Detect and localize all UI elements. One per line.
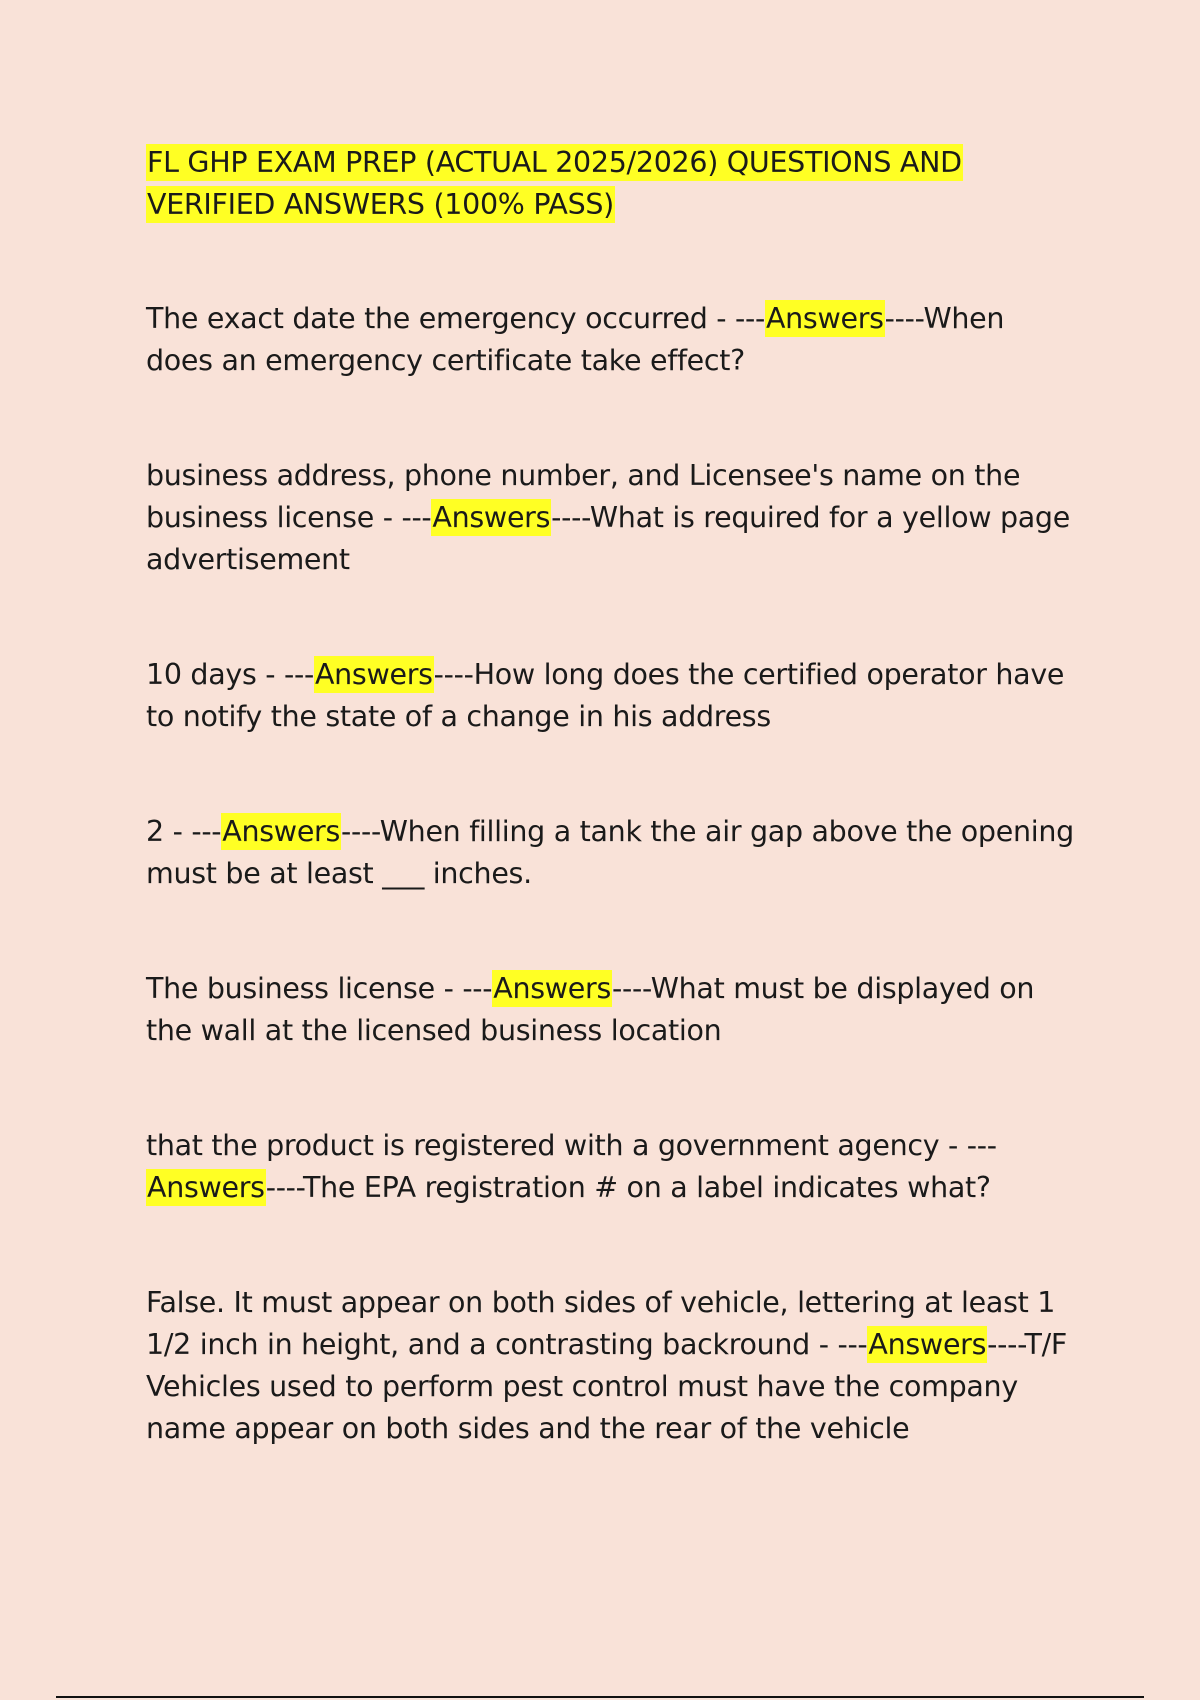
answers-marker: Answers — [432, 501, 551, 534]
title-highlight: FL GHP EXAM PREP (ACTUAL 2025/2026) QUESTIONS AND VERIFIED ANSWERS (100% PASS) — [147, 146, 962, 221]
page-bottom-rule — [56, 1696, 1144, 1698]
question-text: ----What is required for a yellow page advertisement — [146, 501, 1070, 576]
answers-marker: Answers — [868, 1328, 987, 1361]
answer-text: 2 - --- — [146, 815, 222, 848]
question-text: ----How long does the certified operator have to notify the state of a change in his address — [146, 658, 1065, 733]
question-text: ----T/F Vehicles used to perform pest control must have the company name appear on both sides and the rear of the vehicle — [146, 1328, 1067, 1445]
question-text: ----What must be displayed on the wall at the licensed business location — [146, 972, 1035, 1047]
qa-item — [146, 455, 1076, 581]
answers-marker: Answers — [147, 1171, 265, 1204]
qa-item — [146, 811, 1076, 895]
qa-item — [146, 1282, 1076, 1450]
question-text: ----When does an emergency certificate take effect? — [146, 302, 1005, 377]
qa-item — [146, 298, 1076, 382]
answers-marker: Answers — [222, 815, 341, 848]
answers-marker: Answers — [493, 972, 611, 1005]
answer-text: The business license - --- — [146, 972, 493, 1005]
answer-text: 10 days - --- — [146, 658, 314, 691]
document-page — [146, 142, 1076, 1523]
qa-item — [146, 654, 1076, 738]
question-text: ----When filling a tank the air gap above the opening must be at least ___ inches. — [146, 815, 1074, 890]
question-text: ----The EPA registration # on a label indicates what? — [265, 1171, 991, 1204]
answers-marker: Answers — [314, 658, 433, 691]
answer-text: False. It must appear on both sides of vehicle, lettering at least 1 1/2 inch in height, and a contrasting backround - --- — [146, 1286, 1056, 1361]
answer-text: The exact date the emergency occurred - --- — [146, 302, 765, 335]
answers-marker: Answers — [765, 302, 884, 335]
answer-text: business address, phone number, and Licensee's name on the business license - --- — [146, 459, 1021, 534]
qa-item — [146, 1125, 1076, 1209]
answer-text: that the product is registered with a government agency - --- — [146, 1129, 997, 1162]
document-title — [146, 142, 1076, 226]
qa-item — [146, 968, 1076, 1052]
